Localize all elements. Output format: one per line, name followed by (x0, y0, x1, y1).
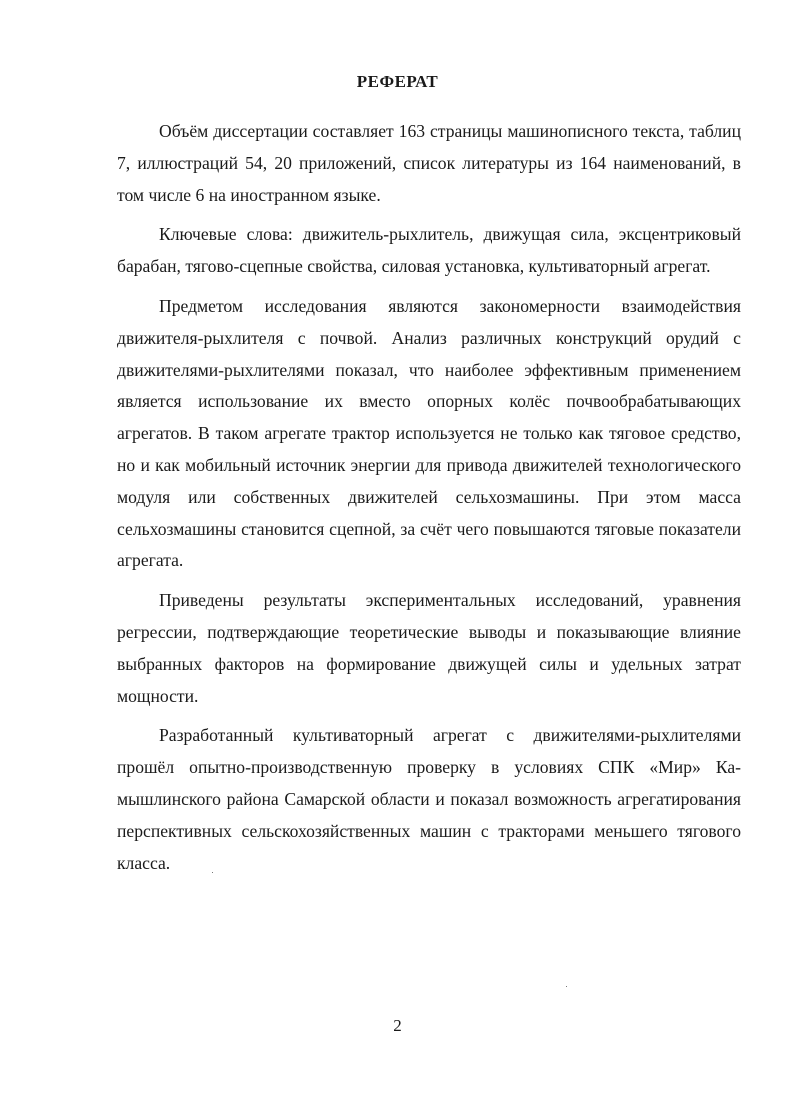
paragraph-testing: Разработанный культиваторный агрегат с движителями-рыхлителями прошёл опытно-производственную проверку в условиях СПК «Мир» Камышлинского района Самарской области и показал возможность агрегатирования перспективных сельскохозяйственных машин с тракторами меньшего тягового класса. (117, 725, 741, 873)
paragraph-results: Приведены результаты экспериментальных исследований, уравнения регрессии, подтверждающие теоретические выводы и показывающие влияние выбранных факторов на формирование движущей силы и удельных затрат мощности. (117, 590, 741, 706)
page-title: РЕФЕРАТ (356, 72, 439, 91)
paragraph-keywords: Ключевые слова: движитель-рыхлитель, движущая сила, эксцентриковый барабан, тягово-сцепные свойства, силовая установка, культиваторный агрегат. (117, 224, 741, 277)
paragraph-volume: Объём диссертации составляет 163 страницы машинописного текста, таблиц 7, иллюстраций 54, 20 приложений, список литературы из 164 наименований, в том числе 6 на иностранном языке. (117, 121, 741, 205)
paragraph-subject: Предметом исследования являются закономерности взаимодействия движителя-рыхлителя с почвой. Анализ различных конструкций орудий с движителями-рыхлителями показал, что наиболее эффективным применением является использование их вместо опорных колёс почвообрабатывающих агрегатов. В таком агрегате трактор используется не только как тяговое средство, но и как мобильный источник энергии для привода движителей технологического модуля или собственных движителей сельхозмашины. При этом масса сельхозмашины становится сцепной, за счёт чего повышаются тяговые показатели агрегата. (117, 295, 741, 571)
abstract-body (117, 116, 741, 887)
scan-speck (212, 872, 213, 873)
scan-speck (566, 986, 567, 987)
page-number: 2 (393, 1016, 402, 1035)
